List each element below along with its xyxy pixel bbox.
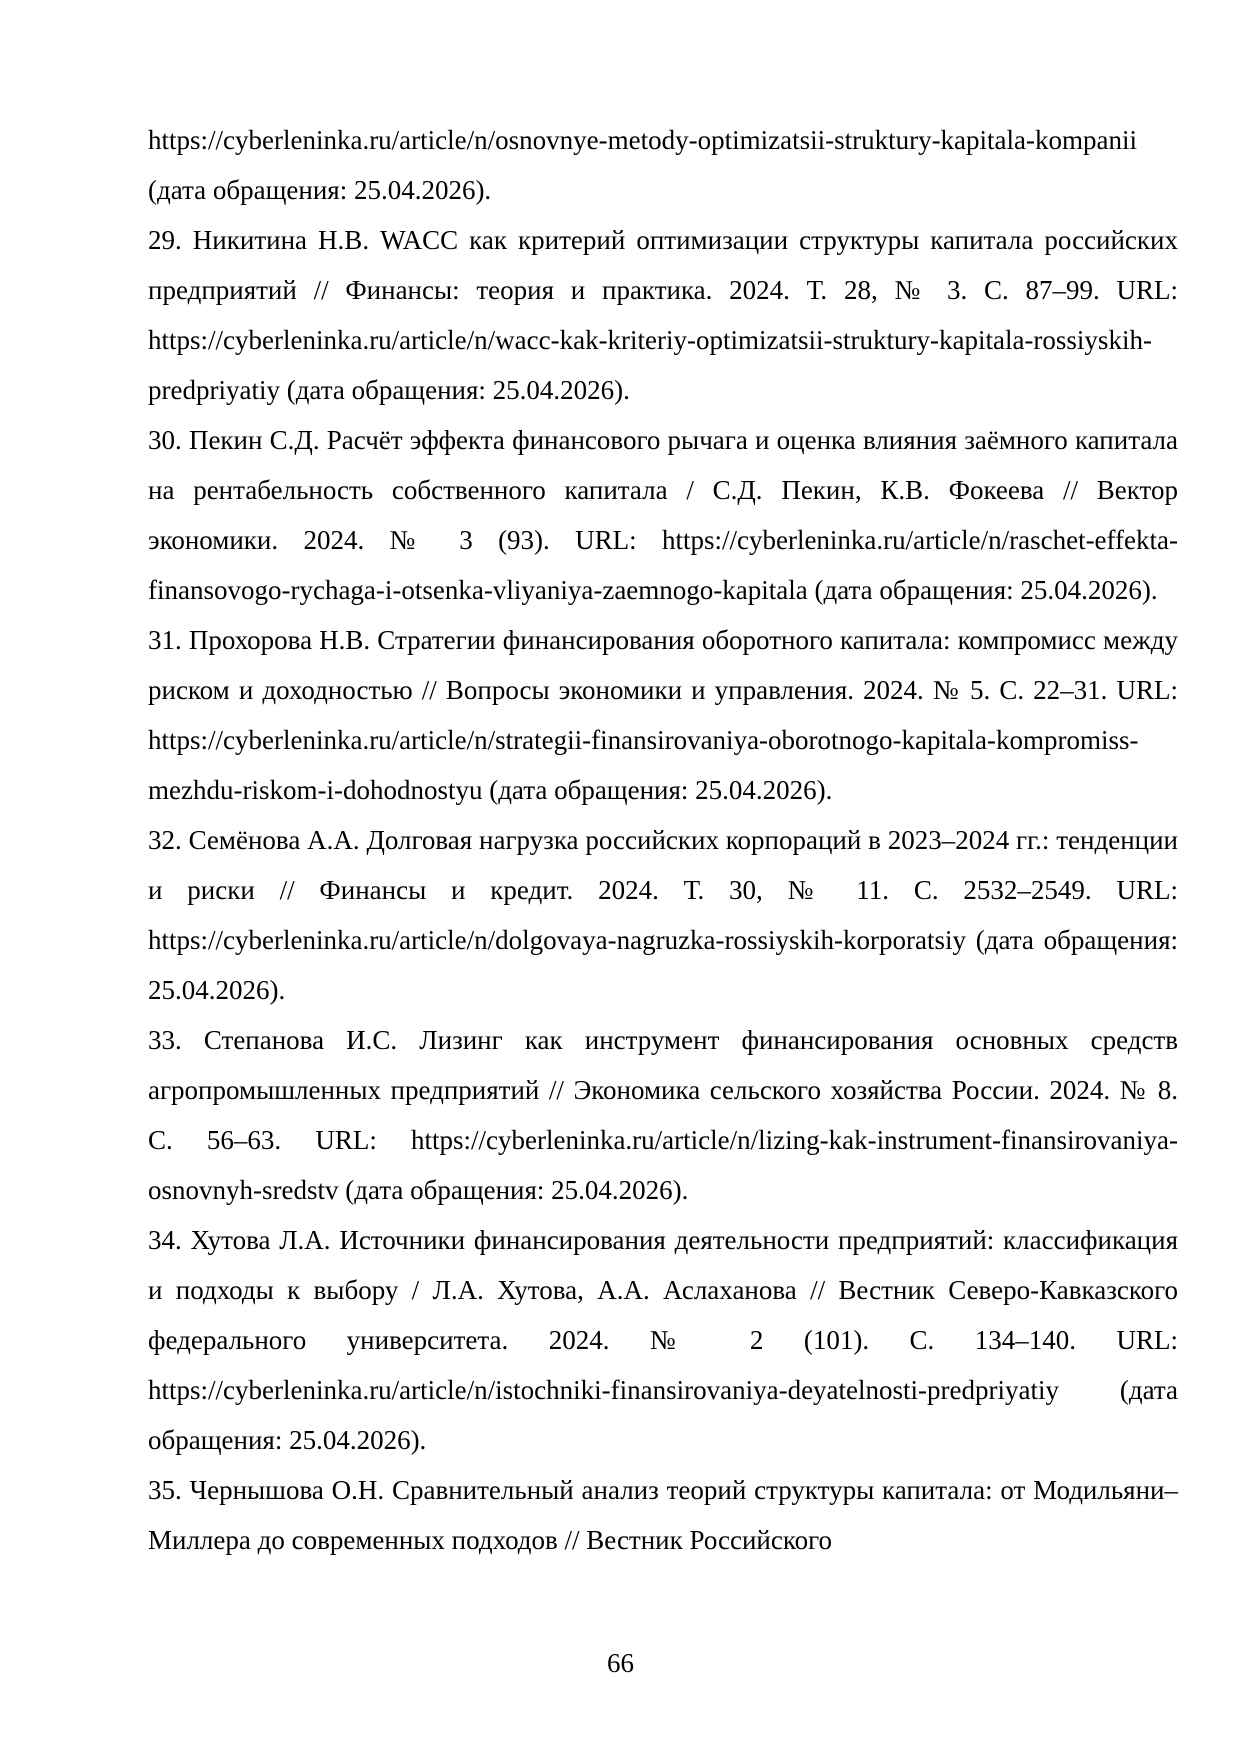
reference-entry-33: 33. Степанова И.С. Лизинг как инструмент финансирования основных средств агропромышленных предприятий // Экономика сельского хозяйства России. 2024. № 8. С. 56–63. URL: https://cyberleninka.ru/article/n/lizing-kak-instrument-finansirovaniya-osnovnyh-sredstv (дата обращения: 25.04.2026). xyxy=(148,1025,1178,1205)
reference-entry-35: 35. Чернышова О.Н. Сравнительный анализ теорий структуры капитала: от Модильяни–Миллера до современных подходов // Вестник Российского xyxy=(148,1475,1178,1555)
reference-entry-32: 32. Семёнова А.А. Долговая нагрузка российских корпораций в 2023–2024 гг.: тенденции и риски // Финансы и кредит. 2024. Т. 30, № 11. С. 2532–2549. URL: https://cyberleninka.ru/article/n/dolgovaya-nagruzka-rossiyskih-korporatsiy (дата обращения: 25.04.2026). xyxy=(148,825,1178,1005)
page-number: 66 xyxy=(607,1648,634,1678)
reference-entry-34: 34. Хутова Л.А. Источники финансирования деятельности предприятий: классификация и подходы к выбору / Л.А. Хутова, А.А. Аслаханова // Вестник Северо-Кавказского федерального университета. 2024. № 2 (101). С. 134–140. URL: https://cyberleninka.ru/article/n/istochniki-finansirovaniya-deyatelnosti-predpriyatiy (дата обращения: 25.04.2026). xyxy=(148,1225,1178,1455)
reference-list xyxy=(148,115,1178,1565)
reference-entry-30: 30. Пекин С.Д. Расчёт эффекта финансового рычага и оценка влияния заёмного капитала на рентабельность собственного капитала / С.Д. Пекин, К.В. Фокеева // Вектор экономики. 2024. № 3 (93). URL: https://cyberleninka.ru/article/n/raschet-effekta-finansovogo-rychaga-i-otsenka-vliyaniya-zaemnogo-kapitala (дата обращения: 25.04.2026). xyxy=(148,425,1178,605)
reference-entry-29: 29. Никитина Н.В. WACC как критерий оптимизации структуры капитала российских предприятий // Финансы: теория и практика. 2024. Т. 28, № 3. С. 87–99. URL: https://cyberleninka.ru/article/n/wacc-kak-kriteriy-optimizatsii-struktury-kapitala-rossiyskih-predpriyatiy (дата обращения: 25.04.2026). xyxy=(148,225,1178,405)
reference-entry-31: 31. Прохорова Н.В. Стратегии финансирования оборотного капитала: компромисс между риском и доходностью // Вопросы экономики и управления. 2024. № 5. С. 22–31. URL: https://cyberleninka.ru/article/n/strategii-finansirovaniya-oborotnogo-kapitala-kompromiss-mezhdu-riskom-i-dohodnostyu (дата обращения: 25.04.2026). xyxy=(148,625,1178,805)
reference-entry-continued: https://cyberleninka.ru/article/n/osnovnye-metody-optimizatsii-struktury-kapitala-kompanii (дата обращения: 25.04.2026). xyxy=(148,125,1137,205)
